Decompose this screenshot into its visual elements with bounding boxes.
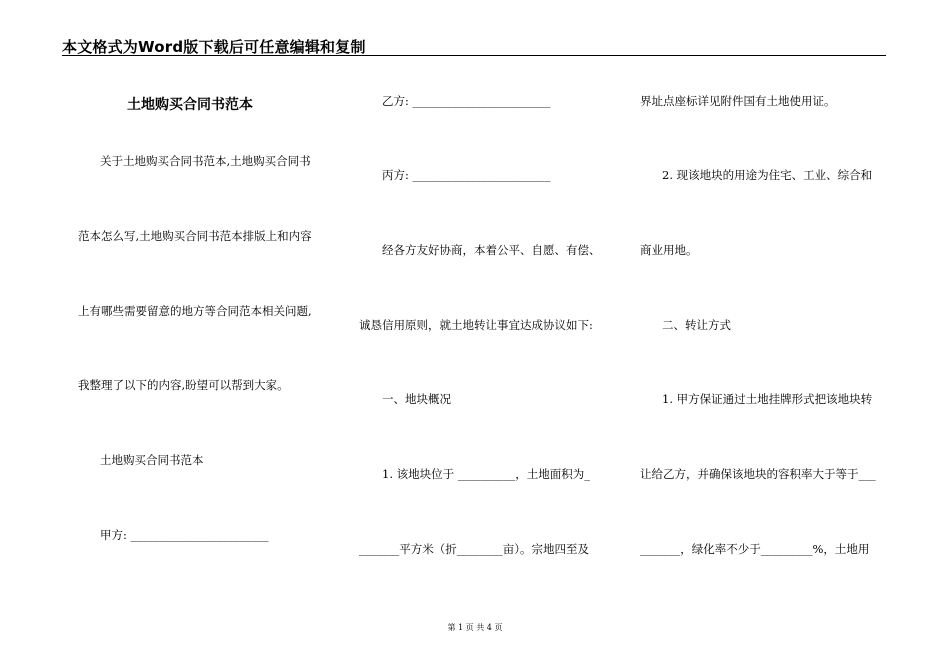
col2-line-3: 经各方友好协商，本着公平、自愿、有偿、 — [382, 243, 601, 257]
col2-line-2: 丙方: ________________________ — [382, 168, 551, 182]
col3-line-6: 让给乙方，并确保该地块的容积率大于等于___ — [640, 467, 876, 481]
col2-line-6: 1. 该地块位于 __________，土地面积为_ — [382, 467, 591, 481]
col2-line-5: 一、地块概况 — [382, 392, 451, 406]
col1-line-6: 甲方: ________________________ — [100, 528, 269, 542]
page-number: 第 1 页 共 4 页 — [447, 623, 503, 632]
col3-line-3: 商业用地。 — [640, 243, 698, 257]
col2-line-1: 乙方: ________________________ — [382, 94, 551, 108]
col1-line-3: 上有哪些需要留意的地方等合同范本相关问题, — [78, 304, 312, 318]
col2-line-4: 诚恳信用原则，就土地转让事宜达成协议如下: — [359, 318, 593, 332]
header-divider — [62, 55, 886, 56]
download-notice-header: 本文格式为Word版下载后可任意编辑和复制 — [62, 38, 366, 56]
col2-line-7: _______平方米（折________亩）。宗地四至及 — [359, 542, 589, 556]
col1-line-1: 关于土地购买合同书范本,土地购买合同书 — [100, 154, 311, 168]
col1-line-4: 我整理了以下的内容,盼望可以帮到大家。 — [78, 378, 289, 392]
document-title: 土地购买合同书范本 — [127, 97, 253, 113]
col3-line-4: 二、转让方式 — [662, 318, 731, 332]
col3-line-5: 1. 甲方保证通过土地挂牌形式把该地块转 — [662, 392, 873, 406]
col3-line-7: _______，绿化率不少于_________%，土地用 — [640, 542, 870, 556]
col3-line-1: 界址点座标详见附件国有土地使用证。 — [640, 94, 836, 108]
col1-line-5: 土地购买合同书范本 — [100, 453, 204, 467]
col3-line-2: 2. 现该地块的用途为住宅、工业、综合和 — [662, 168, 873, 182]
col1-line-2: 范本怎么写,土地购买合同书范本排版上和内容 — [78, 229, 312, 243]
